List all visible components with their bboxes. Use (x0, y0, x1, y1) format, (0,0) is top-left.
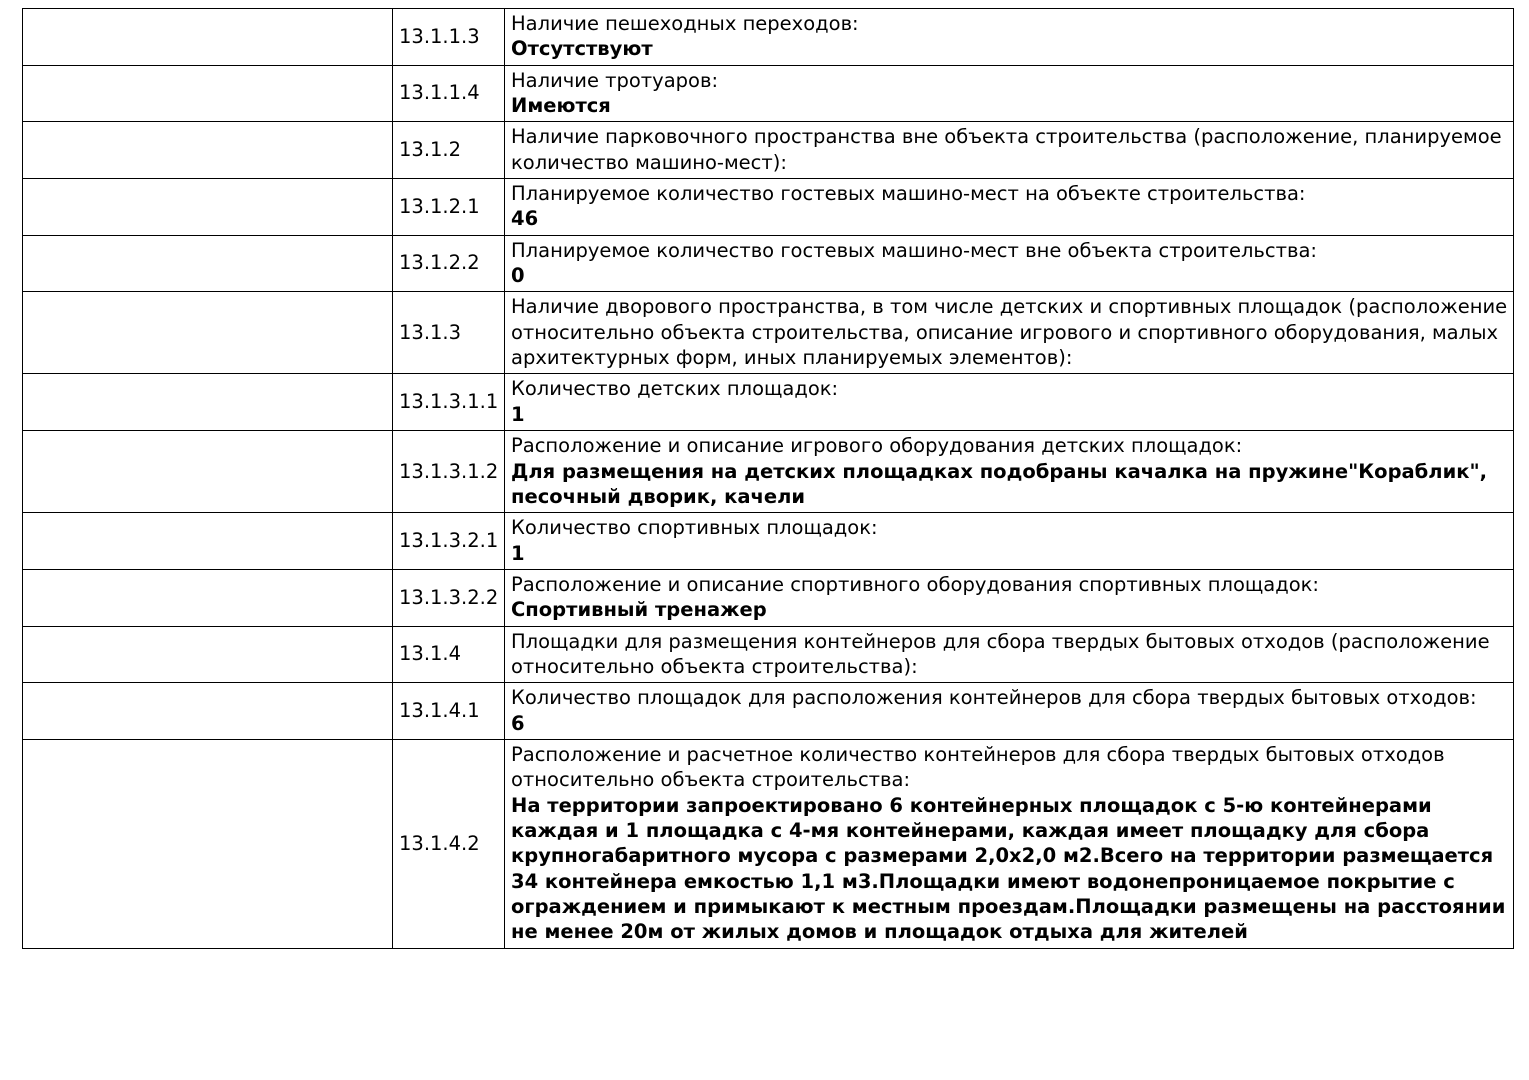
spacer-cell (23, 65, 393, 122)
table-row (23, 739, 1514, 948)
table-row (23, 513, 1514, 570)
row-question: Расположение и описание спортивного оборудования спортивных площадок: (511, 572, 1319, 596)
table-body (23, 9, 1514, 949)
table-row (23, 626, 1514, 683)
row-code: 13.1.2.1 (393, 179, 505, 236)
row-code: 13.1.2 (393, 122, 505, 179)
row-code: 13.1.2.2 (393, 235, 505, 292)
row-answer: 1 (511, 541, 525, 565)
row-content (505, 739, 1514, 948)
row-question: Планируемое количество гостевых машино-мест вне объекта строительства: (511, 238, 1317, 262)
row-question: Наличие пешеходных переходов: (511, 12, 859, 35)
table-row (23, 122, 1514, 179)
row-content (505, 683, 1514, 740)
row-content (505, 626, 1514, 683)
row-code: 13.1.3.2.1 (393, 513, 505, 570)
table-row (23, 65, 1514, 122)
spacer-cell (23, 179, 393, 236)
row-question: Количество спортивных площадок: (511, 516, 878, 540)
row-question: Наличие парковочного пространства вне объекта строительства (расположение, планируемое количество машино-мест): (511, 125, 1502, 174)
spacer-cell (23, 626, 393, 683)
row-question: Наличие тротуаров: (511, 68, 719, 92)
spacer-cell (23, 9, 393, 66)
row-code: 13.1.3.2.2 (393, 569, 505, 626)
row-answer: Спортивный тренажер (511, 598, 767, 622)
row-question: Наличие дворового пространства, в том числе детских и спортивных площадок (расположение относительно объекта строительства, описание игрового и спортивного оборудования, малых архитектурных форм, иных планируемых элементов): (511, 295, 1508, 370)
table-row (23, 374, 1514, 431)
spacer-cell (23, 739, 393, 948)
row-code: 13.1.4.2 (393, 739, 505, 948)
spacer-cell (23, 235, 393, 292)
row-content (505, 235, 1514, 292)
row-answer: 0 (511, 264, 525, 288)
row-content (505, 292, 1514, 374)
row-answer: Отсутствуют (511, 37, 653, 61)
table-row (23, 9, 1514, 66)
row-question: Расположение и расчетное количество контейнеров для сбора твердых бытовых отходов относительно объекта строительства: (511, 742, 1445, 792)
row-answer: На территории запроектировано 6 контейнерных площадок с 5-ю контейнерами каждая и 1 площадка с 4-мя контейнерами, каждая имеет площадку для сбора крупногабаритного мусора с размерами 2,0х2,0 м2.Всего на территории размещается 34 контейнера емкостью 1,1 м3.Площадки имеют водонепроницаемое покрытие с ограждением и примыкают к местным проездам.Площадки размещены на расстоянии не менее 20м от жилых домов и площадок отдыха для жителей (511, 793, 1506, 944)
row-content (505, 9, 1514, 66)
row-answer: 1 (511, 402, 525, 426)
table-row (23, 431, 1514, 513)
row-code: 13.1.3.1.1 (393, 374, 505, 431)
spacer-cell (23, 292, 393, 374)
row-code: 13.1.3.1.2 (393, 431, 505, 513)
spacer-cell (23, 513, 393, 570)
row-content (505, 569, 1514, 626)
row-content (505, 374, 1514, 431)
spacer-cell (23, 683, 393, 740)
row-code: 13.1.4.1 (393, 683, 505, 740)
row-content (505, 65, 1514, 122)
table-row (23, 292, 1514, 374)
table-row (23, 179, 1514, 236)
table-row (23, 569, 1514, 626)
row-question: Количество площадок для расположения контейнеров для сбора твердых бытовых отходов: (511, 686, 1477, 710)
row-question: Количество детских площадок: (511, 377, 839, 401)
spacer-cell (23, 431, 393, 513)
row-code: 13.1.4 (393, 626, 505, 683)
row-content (505, 431, 1514, 513)
table-row (23, 235, 1514, 292)
row-code: 13.1.1.4 (393, 65, 505, 122)
row-answer: Для размещения на детских площадках подобраны качалка на пружине"Кораблик", песочный дворик, качели (511, 459, 1488, 508)
row-code: 13.1.1.3 (393, 9, 505, 66)
row-content (505, 122, 1514, 179)
row-question: Расположение и описание игрового оборудования детских площадок: (511, 434, 1243, 458)
project-declaration-table (22, 8, 1514, 949)
row-code: 13.1.3 (393, 292, 505, 374)
row-question: Площадки для размещения контейнеров для сбора твердых бытовых отходов (расположение относительно объекта строительства): (511, 629, 1490, 678)
row-question: Планируемое количество гостевых машино-мест на объекте строительства: (511, 182, 1306, 206)
spacer-cell (23, 569, 393, 626)
table-row (23, 683, 1514, 740)
spacer-cell (23, 122, 393, 179)
row-content (505, 513, 1514, 570)
row-answer: Имеются (511, 94, 611, 118)
spacer-cell (23, 374, 393, 431)
row-content (505, 179, 1514, 236)
row-answer: 46 (511, 207, 539, 231)
row-answer: 6 (511, 711, 525, 735)
